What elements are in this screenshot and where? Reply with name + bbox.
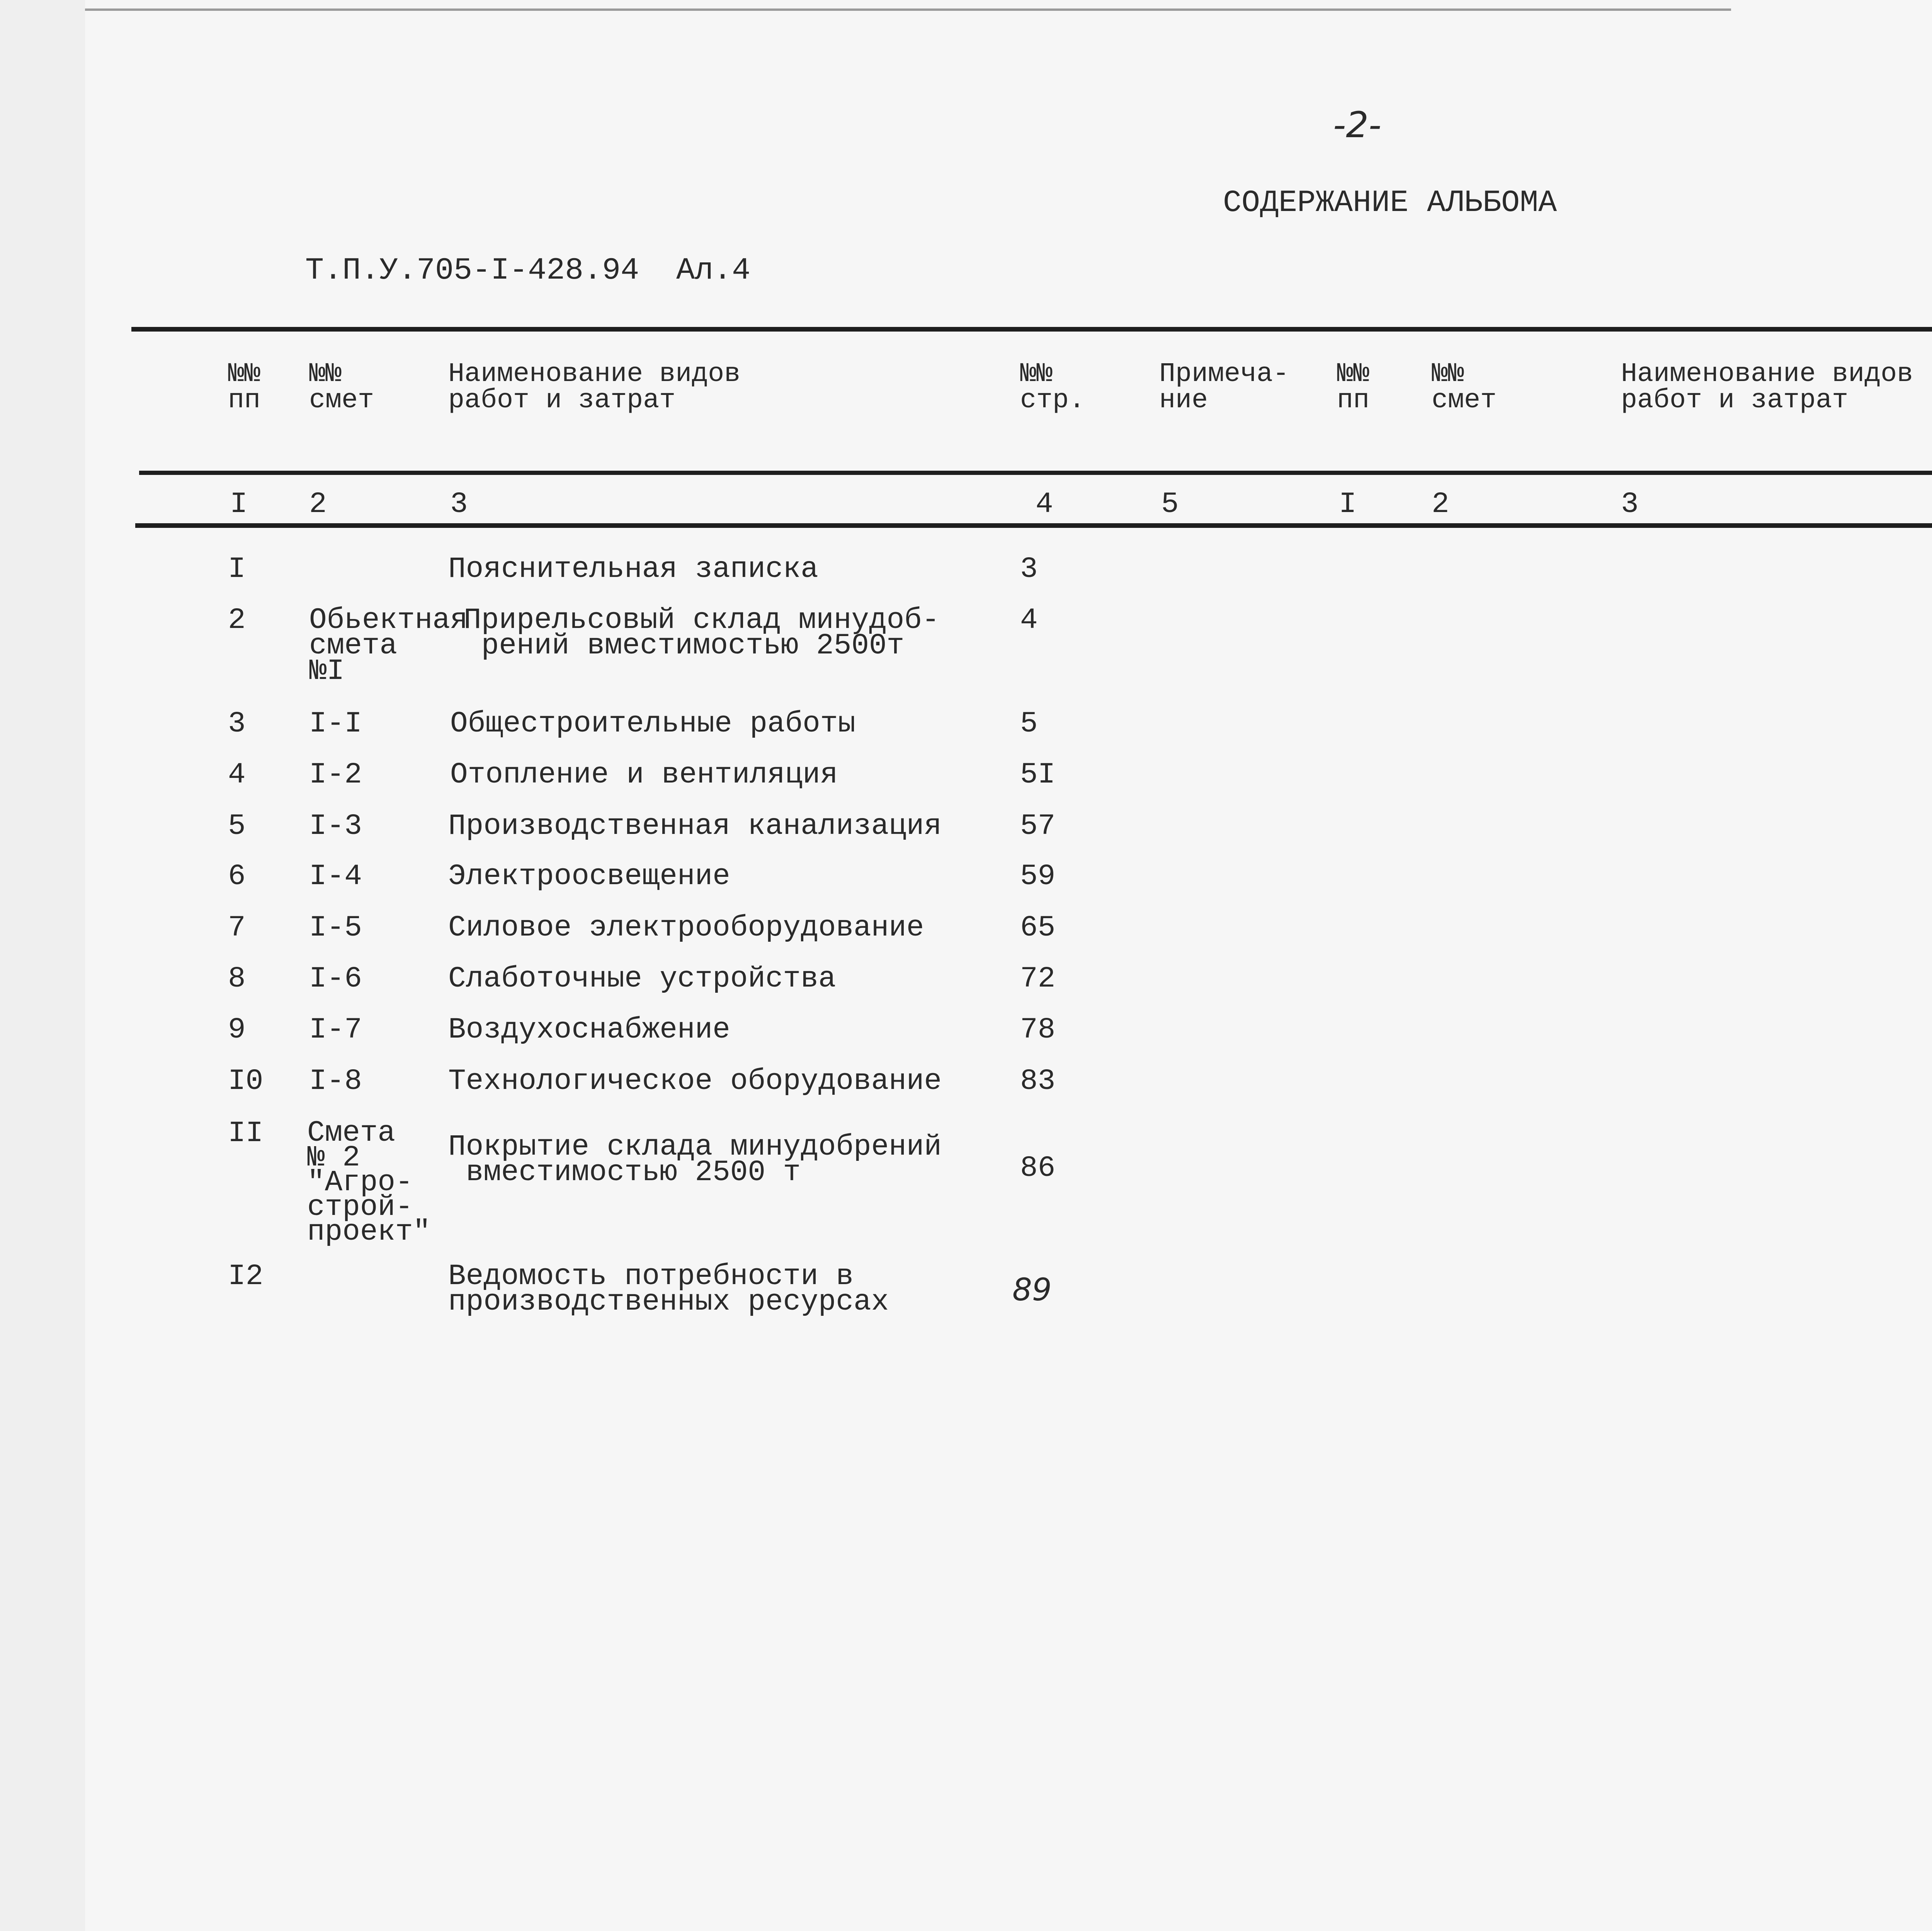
row-smet: I-3 (309, 810, 362, 843)
row-smet: Обьектная смета №I (309, 604, 468, 688)
column-number-nn-right: I (1339, 488, 1357, 521)
header-page: №№ стр. (1020, 359, 1085, 416)
row-page: 65 (1020, 911, 1056, 944)
column-number-name-right: 3 (1621, 488, 1639, 521)
column-number-smet: 2 (309, 488, 327, 521)
row-page: 72 (1020, 962, 1056, 995)
row-nn: I (228, 553, 246, 586)
row-name: Прирельсовый склад минудоб- рений вместимостью 2500т (464, 604, 940, 662)
row-nn: 4 (228, 758, 246, 791)
row-name: Общестроительные работы (450, 707, 855, 740)
row-smet: I-2 (309, 758, 362, 791)
row-nn: 7 (228, 911, 246, 944)
header-nn-right: №№ пп (1337, 359, 1370, 416)
row-page: 4 (1020, 604, 1038, 637)
row-name: Слаботочные устройства (448, 962, 836, 995)
row-nn: 8 (228, 962, 246, 995)
column-number-page: 4 (1036, 488, 1053, 521)
row-name: Пояснительная записка (448, 553, 818, 586)
page-title: СОДЕРЖАНИЕ АЛЬБОМА (1223, 185, 1557, 221)
row-page: 89 (1012, 1272, 1052, 1308)
row-smet: I-I (309, 707, 362, 740)
column-number-smet-right: 2 (1432, 488, 1449, 521)
header-bottom-rule (139, 471, 1932, 475)
row-nn: I2 (228, 1260, 264, 1293)
row-name: Отопление и вентиляция (450, 758, 838, 791)
row-page: 3 (1020, 553, 1038, 586)
column-number-name: 3 (450, 488, 468, 521)
row-page: 78 (1020, 1013, 1056, 1046)
row-smet: I-4 (309, 860, 362, 893)
top-edge-line (85, 9, 1731, 11)
row-name: Воздухоснабжение (448, 1013, 730, 1046)
row-smet: I-6 (309, 962, 362, 995)
row-name: Ведомость потребности в производственных ресурсах (448, 1260, 889, 1319)
row-nn: 5 (228, 810, 246, 843)
row-page: 59 (1020, 860, 1056, 893)
row-smet: I-5 (309, 911, 362, 944)
header-name: Наименование видов работ и затрат (448, 359, 741, 416)
row-name: Электроосвещение (448, 860, 730, 893)
header-note: Примеча- ние (1159, 359, 1289, 416)
page-number: -2- (1333, 104, 1381, 146)
numbers-bottom-rule (135, 523, 1932, 528)
row-page: 5 (1020, 707, 1038, 740)
row-nn: I0 (228, 1065, 264, 1098)
header-nn: №№ пп (228, 359, 261, 416)
row-name: Производственная канализация (448, 810, 942, 843)
row-nn: II (228, 1117, 264, 1150)
row-name: Технологическое оборудование (448, 1065, 942, 1098)
row-nn: 6 (228, 860, 246, 893)
header-smet: №№ смет (309, 359, 374, 416)
row-smet: I-8 (309, 1065, 362, 1098)
row-name: Силовое электрооборудование (448, 911, 924, 944)
column-number-nn: I (230, 488, 248, 521)
row-page: 5I (1020, 758, 1056, 791)
row-page: 57 (1020, 810, 1056, 843)
header-smet-right: №№ смет (1432, 359, 1497, 416)
header-name-right: Наименование видов работ и затрат (1621, 359, 1913, 416)
row-nn: 9 (228, 1013, 246, 1046)
row-smet: I-7 (309, 1013, 362, 1046)
document-sheet (85, 0, 1932, 1931)
row-page: 83 (1020, 1065, 1056, 1098)
column-number-note: 5 (1161, 488, 1179, 521)
document-code: Т.П.У.705-I-428.94 Ал.4 (305, 253, 751, 288)
row-page: 86 (1020, 1152, 1056, 1185)
row-name: Покрытие склада минудобрений вместимостью 2500 т (448, 1130, 942, 1189)
row-smet: Смета № 2 "Агро- строй- проект" (307, 1116, 431, 1249)
row-nn: 2 (228, 604, 246, 637)
row-nn: 3 (228, 707, 246, 740)
table-top-rule (131, 327, 1932, 332)
